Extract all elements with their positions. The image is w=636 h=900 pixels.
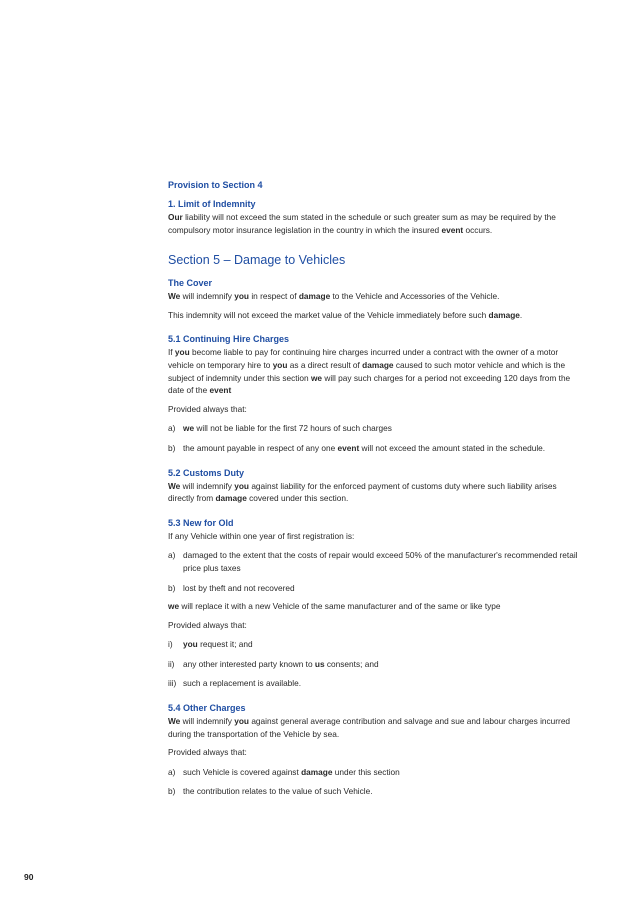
- defined-term: We: [168, 291, 181, 302]
- defined-term: us: [314, 658, 325, 669]
- text-run: will not be liable for the first 72 hours of such charges: [194, 423, 392, 434]
- text-run: any other interested party known to: [183, 658, 315, 669]
- list-item: [168, 638, 578, 651]
- text-run: as a direct result of: [287, 359, 363, 370]
- new-for-old-heading: 5.3 New for Old: [168, 517, 234, 528]
- text-run: will indemnify: [180, 291, 235, 302]
- customs-duty-heading: 5.2 Customs Duty: [168, 467, 245, 478]
- list-item-text: [183, 677, 578, 690]
- defined-term: damage: [488, 309, 520, 320]
- list-item-text: [183, 582, 578, 595]
- defined-term: you: [234, 480, 250, 491]
- s54-conditions-list: [168, 766, 578, 798]
- s54-provided-always: Provided always that:: [168, 747, 247, 758]
- text-run: under this section: [332, 766, 400, 777]
- text-run: will indemnify: [180, 480, 235, 491]
- defined-term: event: [209, 385, 232, 396]
- text-run: This indemnity will not exceed the market value of the Vehicle immediately before such: [168, 309, 489, 320]
- list-item-label: a): [168, 766, 176, 777]
- defined-term: you: [234, 716, 250, 727]
- list-item-label: b): [168, 582, 176, 593]
- text-run: will replace it with a new Vehicle of the same manufacturer and of the same or like type: [179, 601, 501, 612]
- defined-term: you: [183, 639, 198, 650]
- defined-term: we: [168, 601, 180, 612]
- list-item: [168, 766, 578, 779]
- list-item: [168, 785, 578, 798]
- list-item-label: a): [168, 423, 176, 434]
- list-item-label: iii): [168, 678, 177, 689]
- text-run: will not exceed the amount stated in the schedule.: [359, 442, 546, 453]
- list-item: [168, 658, 578, 671]
- list-item-text: [183, 785, 578, 798]
- text-run: the amount payable in respect of any one: [183, 442, 338, 453]
- other-charges-heading: 5.4 Other Charges: [168, 703, 246, 714]
- list-item-text: [183, 422, 578, 435]
- list-item-text: [183, 442, 578, 455]
- list-item-label: i): [168, 639, 173, 650]
- text-run: consents; and: [324, 658, 379, 669]
- page-number: 90: [24, 872, 34, 882]
- defined-term: you: [174, 347, 190, 358]
- text-run: the contribution relates to the value of such Vehicle.: [183, 786, 373, 797]
- cover-paragraph-1: [168, 290, 578, 303]
- defined-term: damage: [301, 766, 333, 777]
- defined-term: event: [441, 224, 464, 235]
- list-item-text: [183, 658, 578, 671]
- cover-paragraph-2: [168, 309, 578, 322]
- text-run: damaged to the extent that the costs of repair would exceed 50% of the manufacturer's recommended retail price plus taxes: [183, 550, 578, 573]
- list-item-label: b): [168, 786, 176, 797]
- text-run: in respect of: [249, 291, 299, 302]
- s51-conditions-list: [168, 422, 578, 454]
- defined-term: damage: [215, 493, 247, 504]
- new-for-old-replace: [168, 600, 578, 613]
- defined-term: event: [337, 442, 360, 453]
- defined-term: you: [272, 359, 288, 370]
- s53-provisos-list: [168, 638, 578, 690]
- list-item-label: ii): [168, 658, 175, 669]
- list-item-label: a): [168, 550, 176, 561]
- s51-provided-always: Provided always that:: [168, 403, 247, 414]
- defined-term: damage: [298, 291, 331, 302]
- list-item-text: [183, 549, 578, 574]
- text-run: such Vehicle is covered against: [183, 766, 302, 777]
- new-for-old-intro: If any Vehicle within one year of first registration is:: [168, 530, 355, 541]
- text-run: against liability for the enforced payment of customs duty where such liability arises directly from: [168, 480, 557, 504]
- text-run: covered under this section.: [246, 493, 349, 504]
- continuing-hire-charges-text: [168, 346, 578, 396]
- list-item-text: [183, 638, 578, 651]
- list-item-label: b): [168, 442, 176, 453]
- defined-term: we: [310, 372, 323, 383]
- text-run: lost by theft and not recovered: [183, 582, 295, 593]
- customs-duty-text: [168, 480, 578, 505]
- s53-conditions-list: [168, 549, 578, 594]
- text-run: .: [519, 309, 523, 320]
- section-5-title: Section 5 – Damage to Vehicles: [168, 253, 346, 268]
- text-run: occurs.: [463, 224, 493, 235]
- text-run: become liable to pay for continuing hire charges incurred under a contract with the owner of a motor vehicle on temporary hire to: [168, 347, 559, 370]
- defined-term: damage: [362, 359, 394, 370]
- defined-term: We: [168, 480, 181, 491]
- list-item: [168, 442, 578, 455]
- text-run: request it; and: [197, 639, 253, 650]
- list-item: [168, 549, 578, 574]
- continuing-hire-charges-heading: 5.1 Continuing Hire Charges: [168, 334, 290, 345]
- text-run: caused to such motor vehicle and which is the subject of indemnity under this section: [168, 359, 566, 383]
- defined-term: Our: [168, 212, 183, 222]
- document-body: [168, 179, 578, 798]
- other-charges-text: [168, 715, 578, 740]
- defined-term: We: [168, 716, 181, 727]
- the-cover-heading: The Cover: [168, 278, 213, 289]
- text-run: to the Vehicle and Accessories of the Vehicle.: [330, 291, 500, 302]
- s53-provided-always: Provided always that:: [168, 619, 247, 630]
- list-item: [168, 422, 578, 435]
- defined-term: you: [234, 291, 250, 302]
- text-run: will pay such charges for a period not exceeding 120 days from the date of the: [168, 372, 571, 396]
- text-run: such a replacement is available.: [183, 678, 302, 689]
- limit-of-indemnity-heading: 1. Limit of Indemnity: [168, 199, 256, 209]
- provision-title: Provision to Section 4: [168, 180, 263, 190]
- limit-of-indemnity-text: [168, 211, 578, 236]
- text-run: liability will not exceed the sum stated in the schedule or such greater sum as may be required by the compulsory motor insurance legislation in the country in which the insured: [168, 212, 556, 235]
- list-item: [168, 582, 578, 595]
- text-run: will indemnify: [180, 716, 235, 727]
- defined-term: we: [183, 423, 195, 434]
- text-run: If: [168, 347, 175, 358]
- list-item: [168, 677, 578, 690]
- list-item-text: [183, 766, 578, 779]
- text-run: against general average contribution and salvage and sue and labour charges incurred during the transportation of the Vehicle by sea.: [168, 716, 571, 739]
